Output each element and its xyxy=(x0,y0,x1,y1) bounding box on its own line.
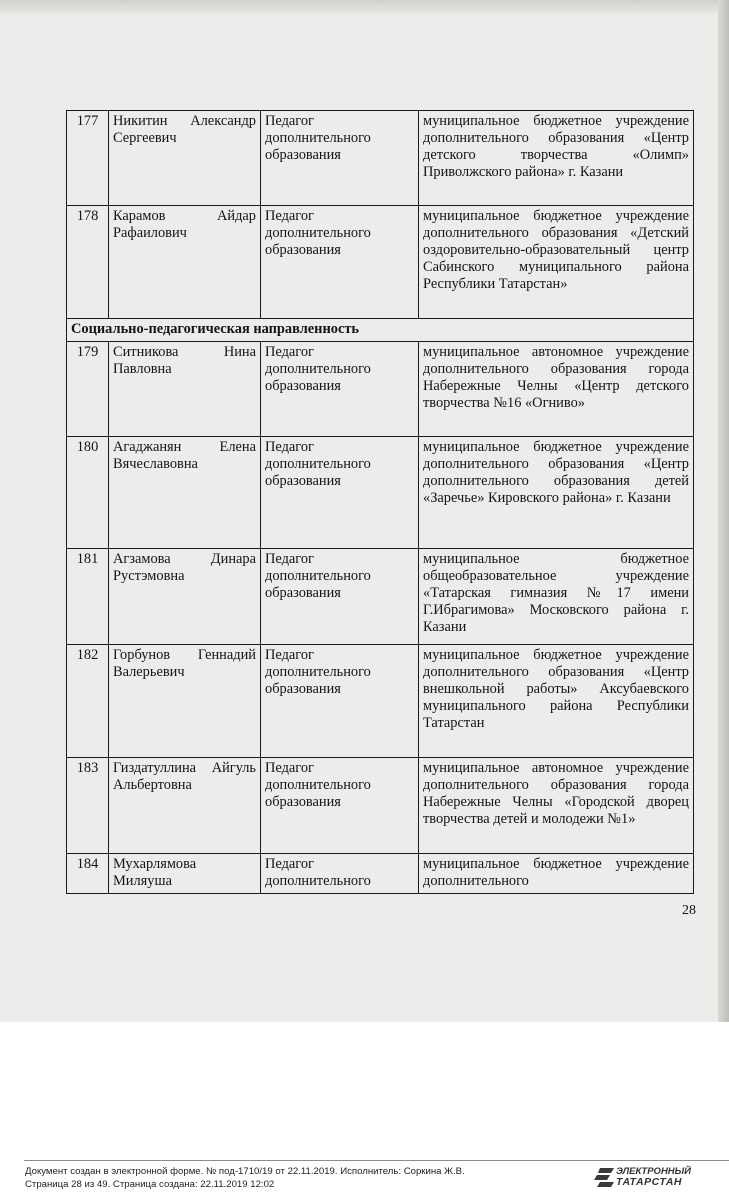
page-number: 28 xyxy=(682,903,696,918)
scan-top-shadow xyxy=(0,0,729,16)
table-row xyxy=(67,111,694,206)
person-name: Агаджанян Елена Вячеславовна xyxy=(109,437,261,549)
person-name: Агзамова Динара Рустэмовна xyxy=(109,549,261,645)
table-row xyxy=(67,645,694,758)
organization-name: муниципальное бюджетное учреждение дополнительного xyxy=(419,854,694,894)
row-number: 179 xyxy=(67,342,109,437)
logo-text xyxy=(616,1166,691,1188)
person-name: Гиздатуллина Айгуль Альбертовна xyxy=(109,758,261,854)
footer-divider xyxy=(24,1160,729,1161)
position-title: Педагог дополнительного образования xyxy=(261,206,419,319)
logo-line-1: ЭЛЕКТРОННЫЙ xyxy=(616,1166,691,1177)
organization-name: муниципальное автономное учреждение дополнительного образования города Набережные Челны «Центр детского творчества №16 «Огниво» xyxy=(419,342,694,437)
row-number: 181 xyxy=(67,549,109,645)
position-title: Педагог дополнительного образования xyxy=(261,342,419,437)
organization-name: муниципальное бюджетное учреждение дополнительного образования «Центр дополнительного образования детей «Заречье» Кировского района» г. Казани xyxy=(419,437,694,549)
table-row xyxy=(67,549,694,645)
person-name: Горбунов Геннадий Валерьевич xyxy=(109,645,261,758)
footer-document-line: Документ создан в электронной форме. № под-1710/19 от 22.11.2019. Исполнитель: Соркина Ж.В. xyxy=(25,1166,465,1177)
row-number: 184 xyxy=(67,854,109,894)
position-title: Педагог дополнительного xyxy=(261,854,419,894)
person-name: Ситникова Нина Павловна xyxy=(109,342,261,437)
organization-name: муниципальное бюджетное учреждение дополнительного образования «Центр внешкольной работы» Аксубаевского муниципального района Республики Татарстан xyxy=(419,645,694,758)
position-title: Педагог дополнительного образования xyxy=(261,549,419,645)
table-body-top xyxy=(67,111,694,894)
organization-name: муниципальное бюджетное учреждение дополнительного образования «Детский оздоровительно-образовательный центр Сабинского муниципального района Республики Татарстан» xyxy=(419,206,694,319)
logo-line-2: ТАТАРСТАН xyxy=(616,1176,682,1188)
table-row xyxy=(67,342,694,437)
row-number: 178 xyxy=(67,206,109,319)
organization-name: муниципальное бюджетное общеобразовательное учреждение «Татарская гимназия №17 имени Г.Ибрагимова» Московского района г. Казани xyxy=(419,549,694,645)
footer-page-line: Страница 28 из 49. Страница создана: 22.11.2019 12:02 xyxy=(25,1179,275,1190)
row-number: 177 xyxy=(67,111,109,206)
logo-mark-icon xyxy=(594,1166,616,1190)
section-header-row xyxy=(67,319,694,342)
row-number: 183 xyxy=(67,758,109,854)
table-row xyxy=(67,437,694,549)
person-name: Карамов Айдар Рафаилович xyxy=(109,206,261,319)
table-row xyxy=(67,854,694,894)
organization-name: муниципальное бюджетное учреждение дополнительного образования «Центр детского творчества «Олимп» Приволжского района» г. Казани xyxy=(419,111,694,206)
row-number: 180 xyxy=(67,437,109,549)
scan-right-edge xyxy=(718,0,729,1022)
table-row xyxy=(67,206,694,319)
electronic-tatarstan-logo xyxy=(594,1166,724,1192)
person-name: Никитин Александр Сергеевич xyxy=(109,111,261,206)
footer-info xyxy=(25,1165,465,1191)
section-title: Социально-педагогическая направленность xyxy=(67,319,694,342)
position-title: Педагог дополнительного образования xyxy=(261,758,419,854)
staff-table xyxy=(66,110,694,894)
position-title: Педагог дополнительного образования xyxy=(261,437,419,549)
position-title: Педагог дополнительного образования xyxy=(261,111,419,206)
table-row xyxy=(67,758,694,854)
organization-name: муниципальное автономное учреждение дополнительного образования города Набережные Челны «Городской дворец творчества детей и молодежи №1» xyxy=(419,758,694,854)
row-number: 182 xyxy=(67,645,109,758)
position-title: Педагог дополнительного образования xyxy=(261,645,419,758)
person-name: Мухарлямова Миляуша xyxy=(109,854,261,894)
